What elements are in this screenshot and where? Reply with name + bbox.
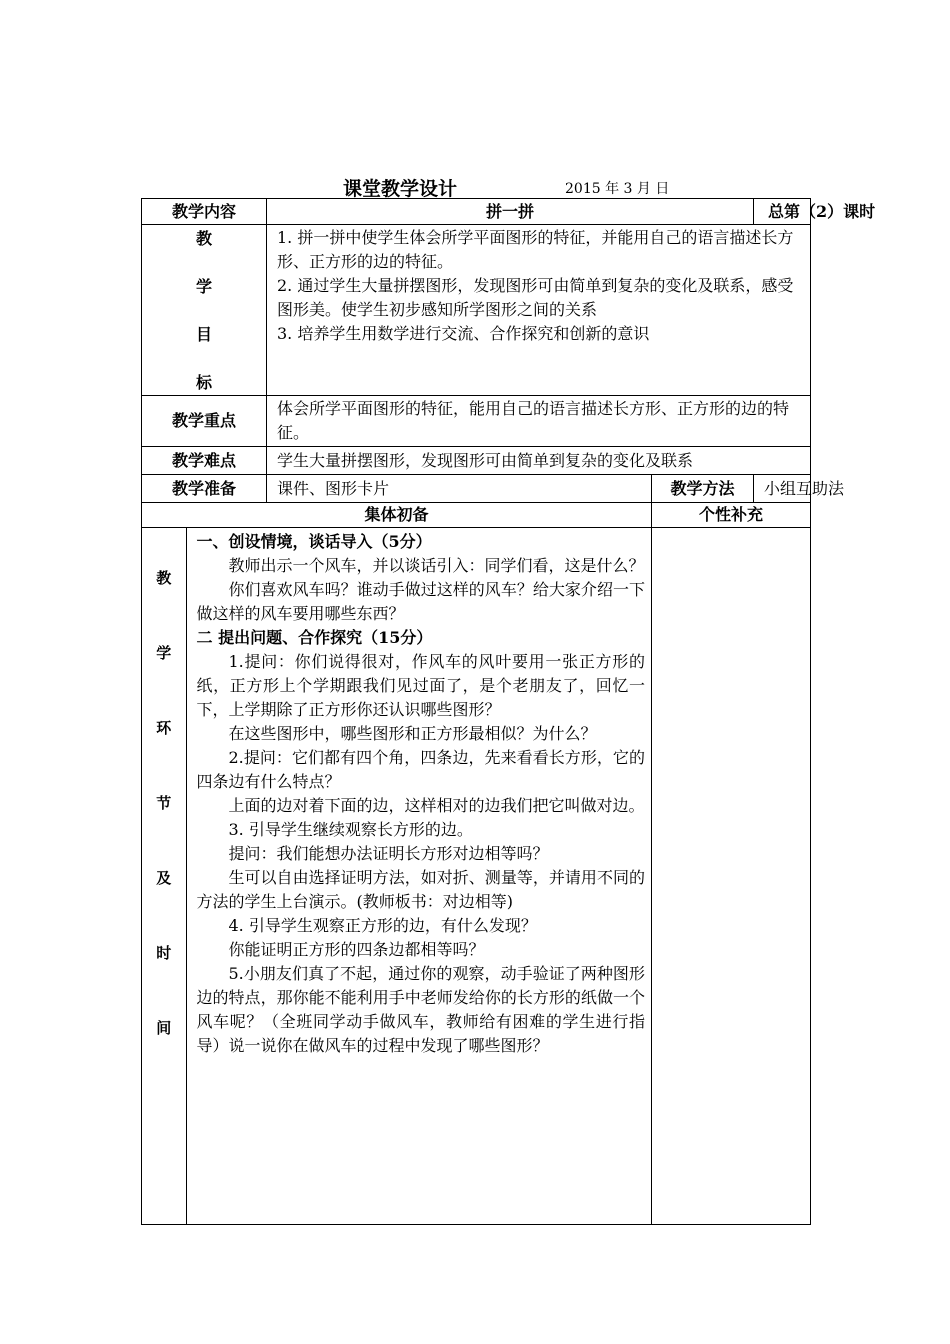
paragraph: 3. 引导学生继续观察长方形的边。 (228, 820, 473, 839)
objectives-text (267, 225, 811, 396)
content-label: 教学内容 (142, 199, 267, 225)
paragraph: 生可以自由选择证明方法，如对折、测量等，并请用不同的方法的学生上台演示。(教师板书：对边相等) (196, 868, 645, 911)
objectives-label (142, 225, 267, 396)
page-title: 课堂教学设计 (343, 178, 458, 200)
focus-text: 体会所学平面图形的特征，能用自己的语言描述长方形、正方形的边的特征。 (267, 396, 811, 447)
paragraph: 你能证明正方形的四条边都相等吗？ (228, 940, 485, 959)
paragraph: 教师出示一个风车，并以谈话引入：同学们看，这是什么？ (228, 556, 645, 575)
lesson-plan-table (141, 198, 876, 1225)
process-cell (142, 528, 652, 1225)
paragraph: 在这些图形中，哪些图形和正方形最相似？为什么？ (228, 724, 597, 743)
paragraph: 4. 引导学生观察正方形的边，有什么发现？ (228, 916, 537, 935)
process-char: 间 (156, 1019, 172, 1037)
difficulty-text: 学生大量拼摆图形，发现图形可由简单到复杂的变化及联系 (267, 447, 811, 475)
paragraph: 2.提问：它们都有四个角，四条边，先来看看长方形，它的四条边有什么特点？ (196, 748, 645, 791)
process-content (186, 528, 651, 1224)
process-char: 时 (156, 944, 172, 962)
paragraph: 5.小朋友们真了不起，通过你的观察，动手验证了两种图形边的特点，那你能不能利用手中老师发给你的长方形的纸做一个风车呢？（全班同学动手做风车，教师给有困难的学生进行指导）说一说你在做风车的过程中发现了哪些图形？ (196, 964, 645, 1055)
process-char: 节 (156, 794, 172, 812)
process-char: 及 (156, 869, 172, 887)
objectives-char: 标 (195, 373, 212, 392)
date-text: 2015 年 3 月 日 (565, 181, 670, 197)
prep-text: 课件、图形卡片 (267, 475, 652, 503)
title-row (0, 174, 950, 200)
process-char: 教 (156, 569, 172, 587)
process-label (142, 528, 186, 1224)
objective-item: 3. 培养学生用数学进行交流、合作探究和创新的意识 (277, 324, 650, 343)
process-char: 学 (156, 644, 172, 662)
objectives-char: 教 (195, 229, 212, 248)
paragraph: 你们喜欢风车吗？谁动手做过这样的风车？给大家介绍一下做这样的风车要用哪些东西？ (196, 580, 645, 623)
method-label: 教学方法 (652, 475, 754, 503)
paragraph: 1.提问：你们说得很对，作风车的风叶要用一张正方形的纸，正方形上个学期跟我们见过面了，是个老朋友了，回忆一下，上学期除了正方形你还认识哪些图形？ (196, 652, 645, 719)
prep-label: 教学准备 (142, 475, 267, 503)
section-title: 二 提出问题、合作探究（15分） (196, 628, 433, 647)
personal-label: 个性补充 (652, 503, 811, 528)
paragraph: 提问：我们能想办法证明长方形对边相等吗？ (228, 844, 549, 863)
objective-item: 2. 通过学生大量拼摆图形，发现图形可由简单到复杂的变化及联系，感受图形美。使学生初步感知所学图形之间的关系 (277, 276, 794, 319)
difficulty-label: 教学难点 (142, 447, 267, 475)
method-text: 小组互助法 (754, 475, 811, 503)
process-char: 环 (156, 719, 172, 737)
process-inner (142, 528, 651, 1224)
topic-title: 拼一拼 (267, 199, 754, 225)
collective-label: 集体初备 (142, 503, 652, 528)
paragraph: 上面的边对着下面的边，这样相对的边我们把它叫做对边。 (228, 796, 645, 815)
focus-label: 教学重点 (142, 396, 267, 447)
section-title: 一、创设情境，谈话导入（5分） (196, 532, 432, 551)
personal-notes-cell (652, 528, 811, 1225)
lesson-number: 总第（2）课时 (754, 199, 811, 225)
objectives-char: 学 (195, 277, 212, 296)
objective-item: 1. 拼一拼中使学生体会所学平面图形的特征，并能用自己的语言描述长方形、正方形的边的特征。 (277, 228, 794, 271)
objectives-char: 目 (195, 325, 212, 344)
